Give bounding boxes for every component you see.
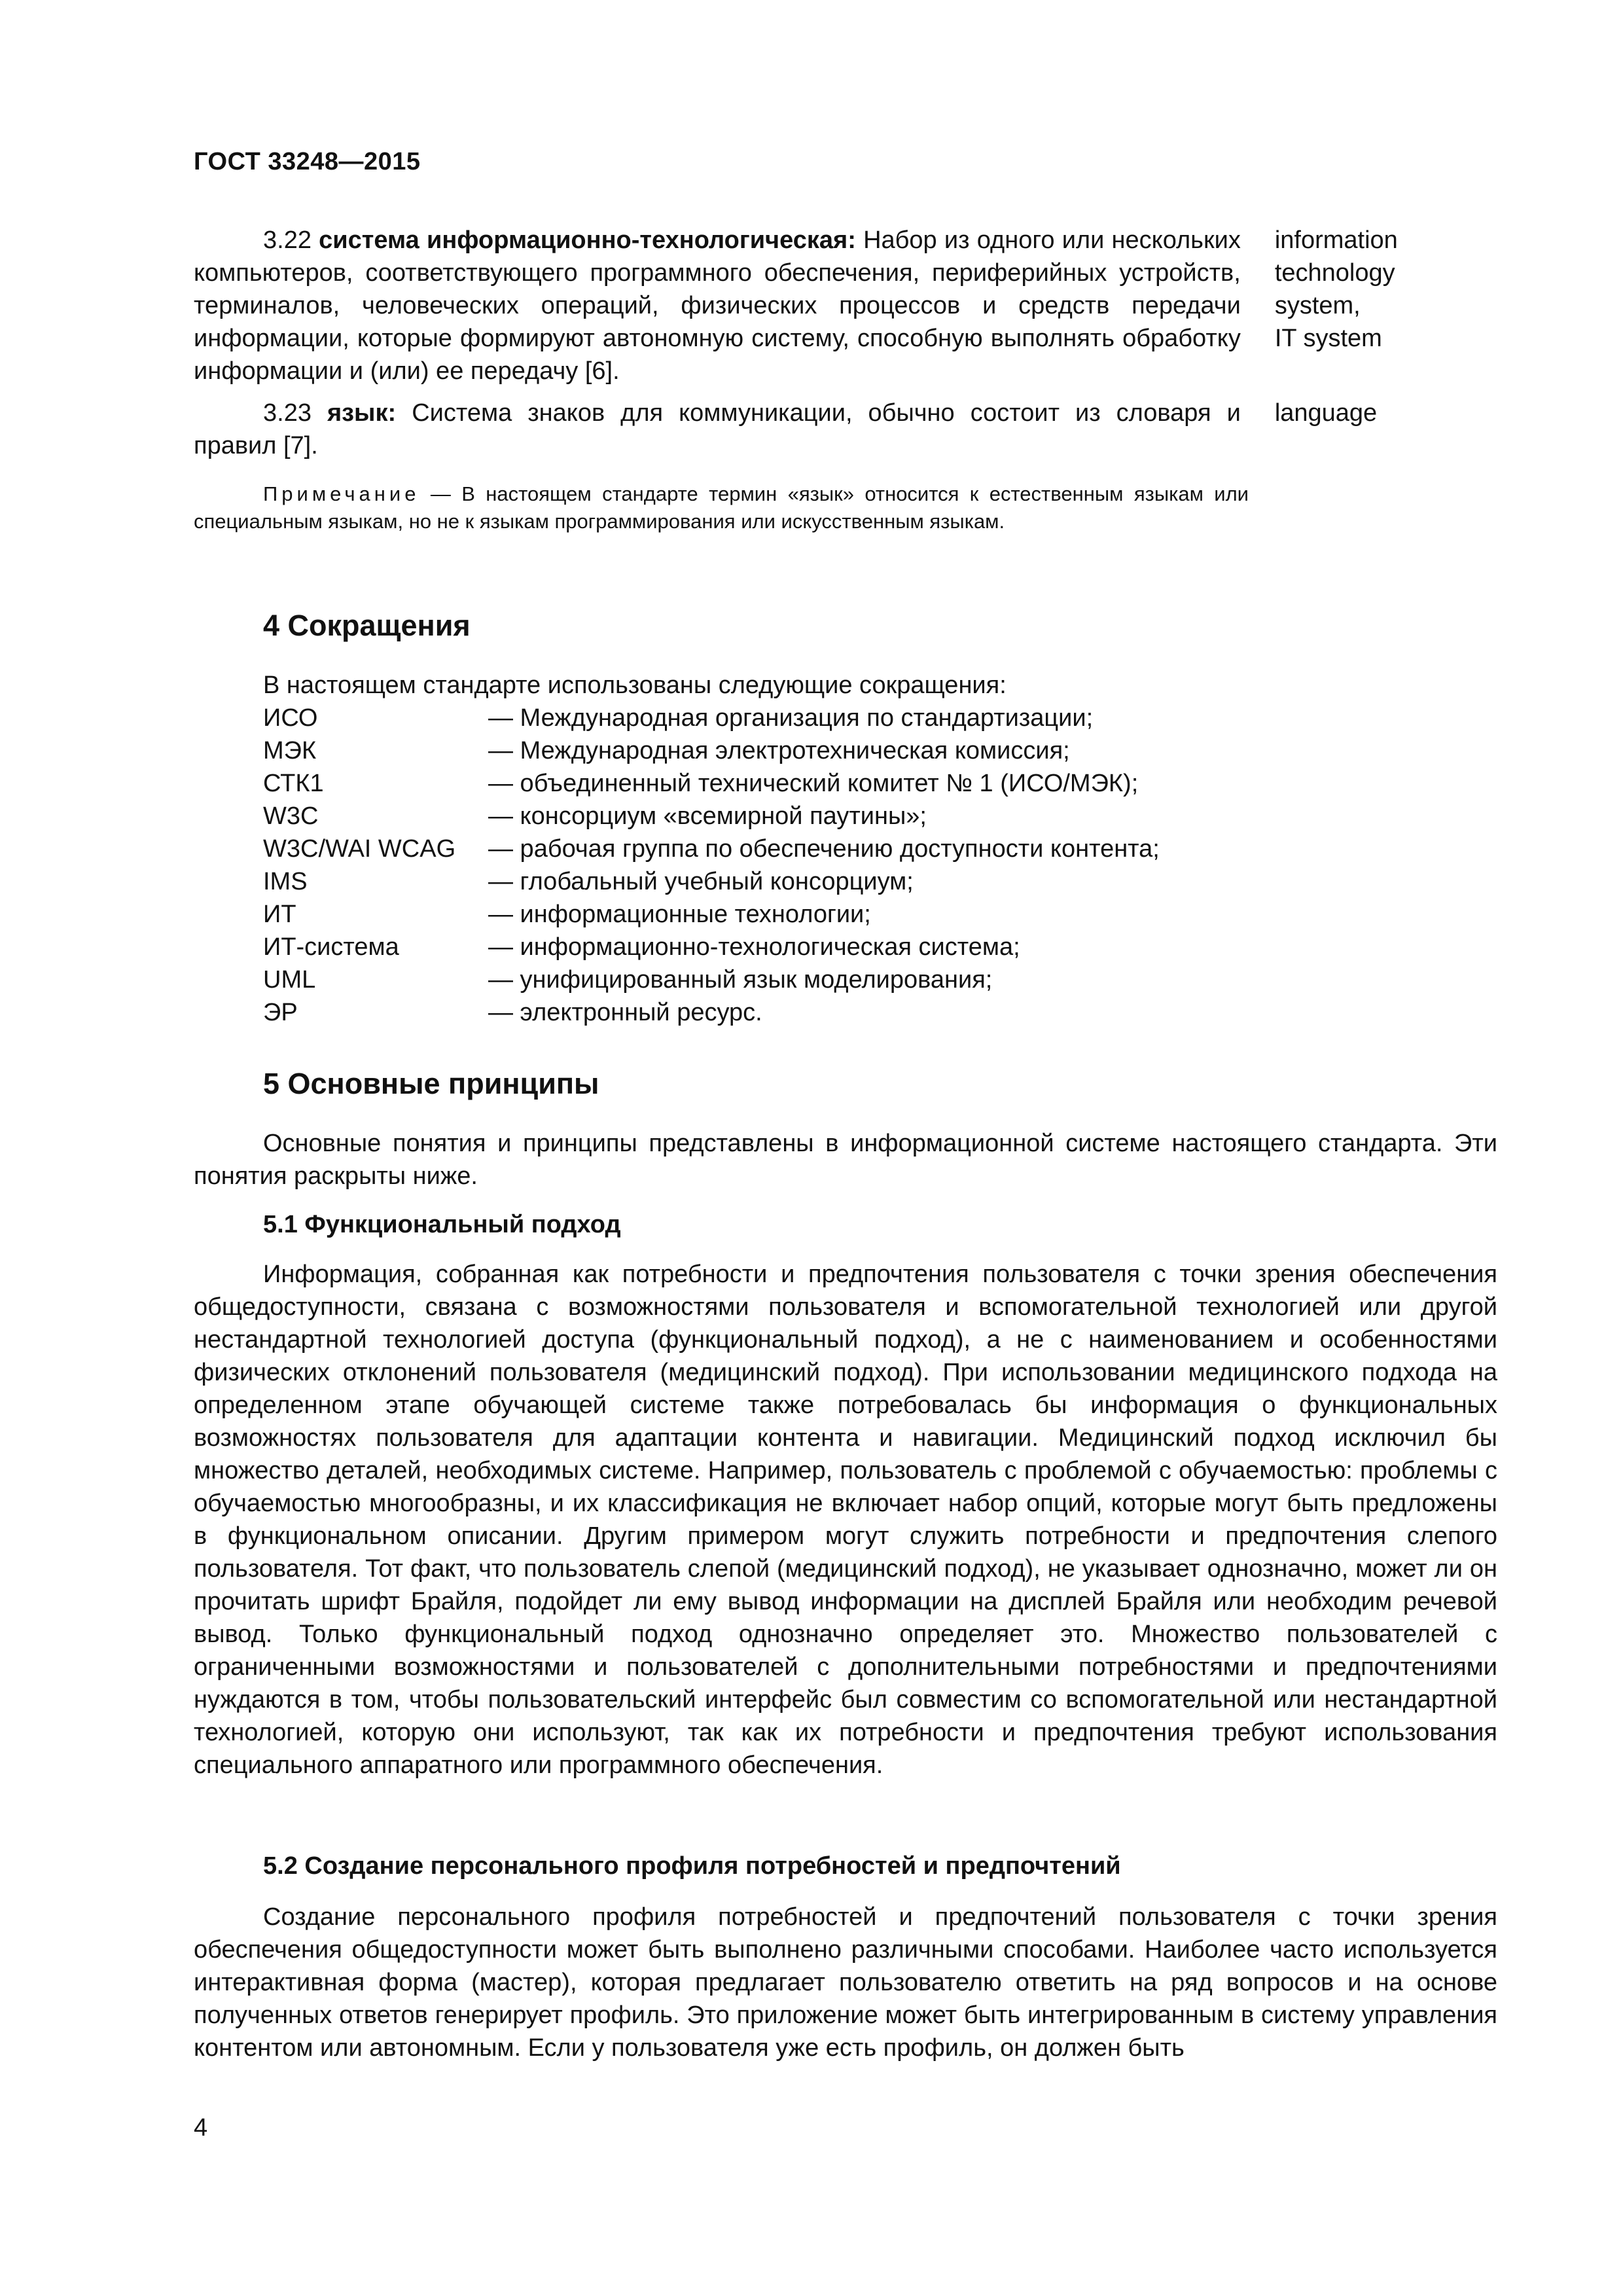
term-english-equivalent bbox=[1275, 224, 1431, 355]
term-name: язык: bbox=[327, 399, 397, 427]
subsection-5-2-text: Создание персонального профиля потребностей и предпочтений пользователя с точки зрения обеспечения общедоступности может быть выполнено различными способами. Наиболее часто используется интерактивная форма (мастер), которая предлагает пользователю ответить на ряд вопросов и на основе полученных ответов генерирует профиль. Это приложение может быть интегрированным в систему управления контентом или автономным. Если у пользователя уже есть профиль, он должен быть bbox=[194, 1903, 1497, 2062]
term-note bbox=[194, 480, 1249, 535]
abbreviations-intro: В настоящем стандарте использованы следующие сокращения: bbox=[263, 672, 1007, 699]
abbreviation-term: IMS bbox=[263, 868, 308, 895]
note-text: — В настоящем стандарте термин «язык» относится к естественным языкам или специальным языкам, но не к языкам программирования или искусственным языкам. bbox=[194, 482, 1249, 533]
abbreviation-term: СТК1 bbox=[263, 770, 324, 797]
abbreviation-row bbox=[263, 865, 1160, 898]
abbreviation-term: МЭК bbox=[263, 737, 317, 764]
abbreviation-term: W3C bbox=[263, 802, 319, 830]
abbreviation-description: — электронный ресурс. bbox=[488, 999, 762, 1026]
document-header: ГОСТ 33248—2015 bbox=[194, 148, 421, 175]
term-definition: Система знаков для коммуникации, обычно состоит из словаря и правил [7]. bbox=[194, 399, 1241, 459]
abbreviation-description: — консорциум «всемирной паутины»; bbox=[488, 802, 927, 830]
abbreviation-term: W3C/WAI WCAG bbox=[263, 835, 456, 863]
term-text bbox=[194, 397, 1241, 462]
note-label: Примечание bbox=[263, 482, 420, 505]
term-english-line: IT system bbox=[1274, 325, 1382, 352]
abbreviation-term: ЭР bbox=[263, 999, 298, 1026]
abbreviation-row bbox=[263, 963, 1160, 996]
subsection-5-1-title: 5.1 Функциональный подход bbox=[263, 1211, 621, 1238]
term-definition: Набор из одного или нескольких компьютеров, соответствующего программного обеспечения, периферийных устройств, терминалов, человеческих операций, физических процессов и средств передачи информации, которые формируют автономную систему, способную выполнять обработку информации и (или) ее передачу [6]. bbox=[194, 226, 1241, 385]
abbreviation-description: — информационно-технологическая система; bbox=[488, 933, 1020, 961]
term-english-line: information bbox=[1274, 226, 1398, 254]
subsection-5-2-title: 5.2 Создание персонального профиля потребностей и предпочтений bbox=[263, 1852, 1121, 1880]
abbreviation-description: — Международная электротехническая комиссия; bbox=[488, 737, 1070, 764]
abbreviation-row bbox=[263, 833, 1160, 865]
abbreviation-row bbox=[263, 996, 1160, 1029]
term-number: 3.23 bbox=[263, 399, 312, 427]
abbreviation-row bbox=[263, 898, 1160, 931]
term-entry-3-22 bbox=[194, 224, 1431, 387]
term-english-line: technology bbox=[1274, 259, 1395, 287]
abbreviation-description: — информационные технологии; bbox=[488, 901, 871, 928]
term-name: система информационно-технологическая: bbox=[319, 226, 856, 254]
page-number: 4 bbox=[194, 2114, 208, 2142]
section-4-title: 4 Сокращения bbox=[263, 609, 471, 642]
subsection-5-1-text: Информация, собранная как потребности и предпочтения пользователя с точки зрения обеспечения общедоступности, связана с возможностями пользователя и вспомогательной технологией или другой нестандартной технологией доступа (функциональный подход), а не с наименованием и особенностями физических отклонений пользователя (медицинский подход). При использовании медицинского подхода на определенном этапе обучающей системе также потребовалась бы информация о функциональных возможностях пользователя для адаптации контента и навигации. Медицинский подход исключил бы множество деталей, необходимых системе. Например, пользователь с проблемой с обучаемостью: проблемы с обучаемостью многообразны, и их классификация не включает набор опций, которые могут быть предложены в функциональном описании. Другим примером могут служить потребности и предпочтения слепого пользователя. Тот факт, что пользователь слепой (медицинский подход), не указывает однозначно, может ли он прочитать шрифт Брайля, подойдет ли ему вывод информации на дисплей Брайля или необходим речевой вывод. Только функциональный подход однозначно определяет это. Множество пользователей с ограниченными возможностями и пользователей с дополнительными потребностями и предпочтениями нуждаются в том, чтобы пользовательский интерфейс был совместим со вспомогательной или нестандартной технологией, которую они используют, так как их потребности и предпочтения требуют использования специального аппаратного или программного обеспечения. bbox=[194, 1261, 1497, 1779]
term-text bbox=[194, 224, 1241, 387]
abbreviation-row bbox=[263, 800, 1160, 833]
abbreviation-description: — Международная организация по стандартизации; bbox=[488, 704, 1094, 732]
term-english-equivalent bbox=[1275, 397, 1431, 429]
abbreviation-description: — рабочая группа по обеспечению доступности контента; bbox=[488, 835, 1160, 863]
section-5-title: 5 Основные принципы bbox=[263, 1067, 599, 1100]
abbreviation-term: UML bbox=[263, 966, 316, 994]
term-entry-3-23 bbox=[194, 397, 1431, 462]
abbreviation-row bbox=[263, 931, 1160, 963]
abbreviation-row bbox=[263, 767, 1160, 800]
abbreviation-term: ИТ-система bbox=[263, 933, 399, 961]
abbreviations-list bbox=[263, 702, 1160, 1029]
abbreviation-term: ИСО bbox=[263, 704, 318, 732]
terms-block bbox=[194, 224, 1431, 535]
term-number: 3.22 bbox=[263, 226, 312, 254]
abbreviation-description: — унифицированный язык моделирования; bbox=[488, 966, 993, 994]
abbreviation-row bbox=[263, 702, 1160, 734]
abbreviation-term: ИТ bbox=[263, 901, 296, 928]
abbreviation-description: — объединенный технический комитет № 1 (ИСО/МЭК); bbox=[488, 770, 1139, 797]
section-5-intro: Основные понятия и принципы представлены в информационной системе настоящего стандарта. Эти понятия раскрыты ниже. bbox=[194, 1130, 1497, 1190]
term-english-line: system, bbox=[1274, 292, 1361, 319]
abbreviation-description: — глобальный учебный консорциум; bbox=[488, 868, 914, 895]
abbreviation-row bbox=[263, 734, 1160, 767]
term-english-line: language bbox=[1274, 399, 1378, 427]
